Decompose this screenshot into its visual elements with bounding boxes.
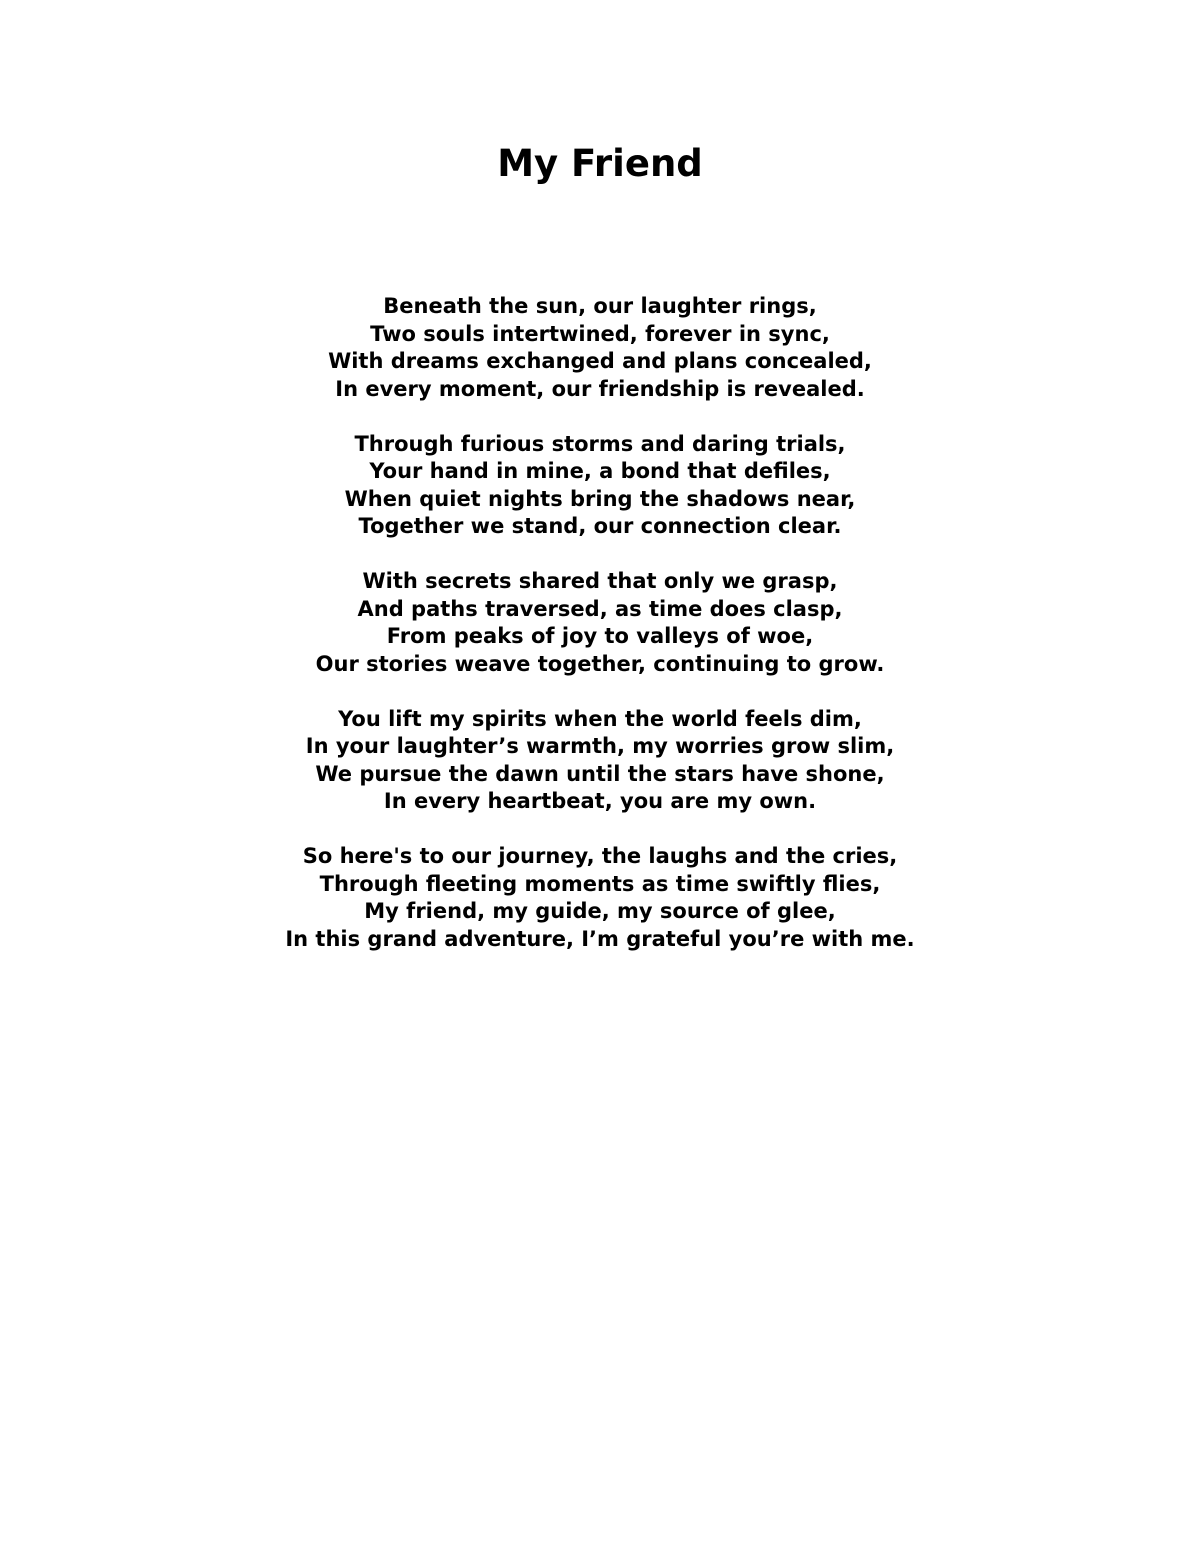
poem-line: In this grand adventure, I’m grateful you’re with me. [285,926,915,951]
poem-line: Through fleeting moments as time swiftly flies, [319,871,881,896]
stanza-5 [0,843,1200,953]
poem-line: And paths traversed, as time does clasp, [357,596,843,621]
poem-line: Your hand in mine, a bond that defiles, [369,459,831,483]
stanza-3 [0,568,1200,678]
poem-line: We pursue the dawn until the stars have shone, [315,761,885,786]
stanza-2 [0,431,1200,541]
poem-title: My Friend [497,142,703,185]
stanza-1 [0,293,1200,403]
poem-line: In every moment, our friendship is revealed. [335,376,865,401]
poem-line: Beneath the sun, our laughter rings, [383,294,817,318]
poem-line: My friend, my guide, my source of glee, [364,899,836,923]
poem-line: From peaks of joy to valleys of woe, [386,624,814,648]
poem-line: With secrets shared that only we grasp, [362,569,838,593]
poem-body [0,293,1200,981]
poem-line: Through furious storms and daring trials, [354,431,846,456]
poem-line: With dreams exchanged and plans concealed, [328,349,872,373]
poem-line: In every heartbeat, you are my own. [383,789,817,813]
poem-line: So here's to our journey, the laughs and the cries, [302,844,898,868]
poem-line: In your laughter’s warmth, my worries grow slim, [305,734,895,758]
poem-line: You lift my spirits when the world feels dim, [338,706,862,731]
poem-line: When quiet nights bring the shadows near, [344,486,856,511]
stanza-4 [0,706,1200,816]
poem-line: Two souls intertwined, forever in sync, [370,321,830,346]
poem-line: Together we stand, our connection clear. [358,514,842,538]
poem-line: Our stories weave together, continuing to grow. [315,651,885,676]
